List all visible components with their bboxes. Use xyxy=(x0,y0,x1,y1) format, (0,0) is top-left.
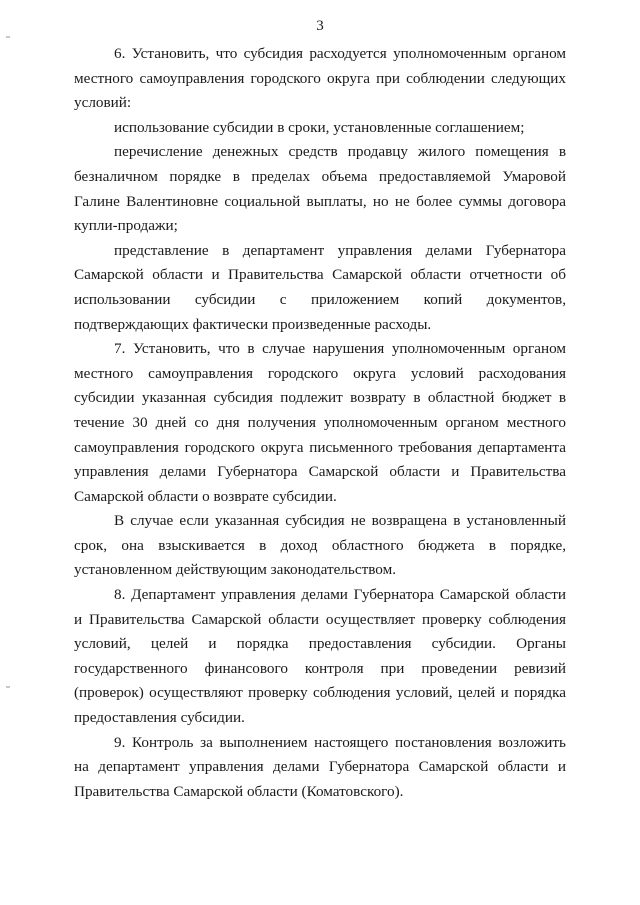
paragraph-7: 7. Установить, что в случае нарушения уполномоченным органом местного самоуправления городского округа условий расходования субсидии указанная субсидия подлежит возврату в областной бюджет в течение 30 дней со дня получения уполномоченным органом местного самоуправления городского округа письменного требования департамента управления делами Губернатора Самарской области и Правительства Самарской области о возврате субсидии. xyxy=(74,340,566,505)
paragraph-6-condition-3: представление в департамент управления делами Губернатора Самарской области и Правительства Самарской области отчетности об использовании субсидии с приложением копий документов, подтверждающих фактически произведенные расходы. xyxy=(74,241,566,333)
paragraph-8: 8. Департамент управления делами Губернатора Самарской области и Правительства Самарской области осуществляет проверку соблюдения условий, целей и порядка предоставления субсидии. Органы государственного финансового контроля при проведении ревизий (проверок) осуществляют проверку соблюдения условий, целей и порядка предоставления субсидии. xyxy=(74,586,566,727)
paragraph-9: 9. Контроль за выполнением настоящего постановления возложить на департамент управления делами Губернатора Самарской области и Правительства Самарской области (Коматовского). xyxy=(74,733,566,800)
paragraph-6: 6. Установить, что субсидия расходуется уполномоченным органом местного самоуправления городского округа при соблюдении следующих условий: xyxy=(74,45,566,112)
document-body xyxy=(74,42,566,804)
paragraph-6-condition-1: использование субсидии в сроки, установленные соглашением; xyxy=(114,118,525,136)
scan-mark xyxy=(6,686,10,688)
paragraph-6-condition-2: перечисление денежных средств продавцу жилого помещения в безналичном порядке в пределах объема предоставляемой Умаровой Галине Валентиновне социальной выплаты, но не более суммы договора купли-продажи; xyxy=(74,143,566,235)
scan-mark xyxy=(6,36,10,38)
page-number: 3 xyxy=(316,18,324,34)
paragraph-7-continued: В случае если указанная субсидия не возвращена в установленный срок, она взыскивается в доход областного бюджета в порядке, установленном действующим законодательством. xyxy=(74,512,566,579)
